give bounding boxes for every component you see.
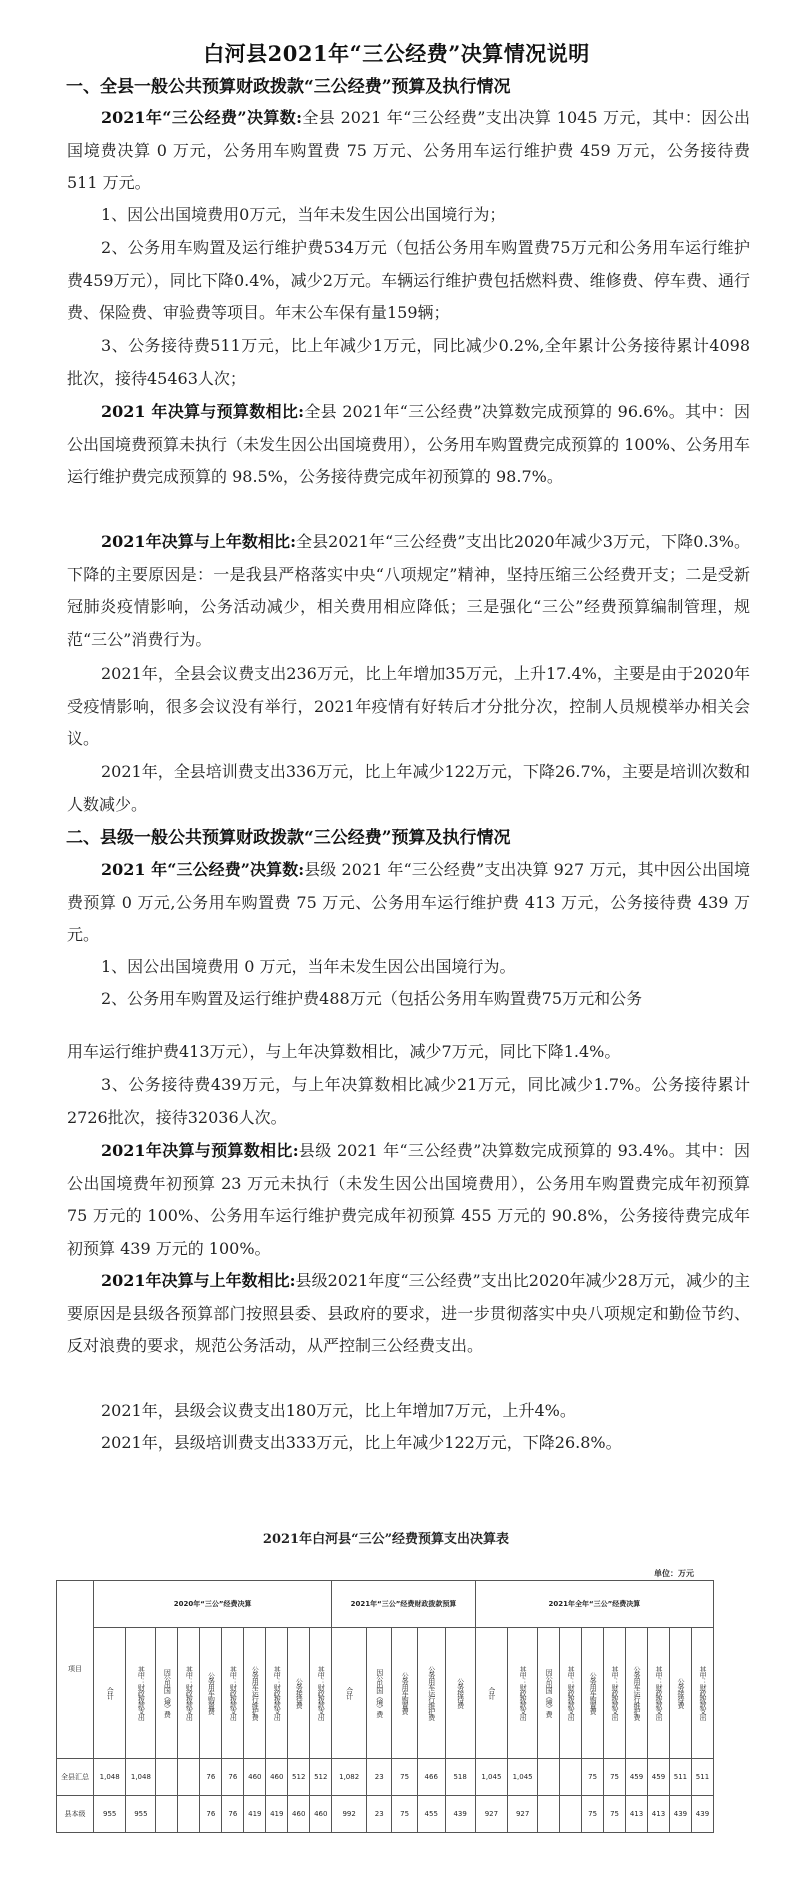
table-cell: 1,048 [126, 1759, 156, 1796]
section2-item3: 3、公务接待费439万元，与上年决算数相比减少21万元，同比减少1.7%。公务接待累计2726批次，接待32036人次。 [67, 1075, 750, 1127]
table-column-header [582, 1628, 604, 1759]
table-header-text: 公务用车购置费 [207, 1672, 216, 1714]
table-group-header: 2020年“三公”经费决算 [94, 1581, 332, 1628]
table-cell: 1,045 [475, 1759, 507, 1796]
table-cell: 511 [669, 1759, 691, 1796]
document-title: 白河县2021年“三公经费”决算情况说明 [203, 41, 590, 66]
table-header-text: 公务接待费 [676, 1678, 685, 1708]
table-column-header [560, 1628, 582, 1759]
table-column-header [604, 1628, 626, 1759]
table-cell: 76 [222, 1796, 244, 1833]
table-cell: 439 [445, 1796, 475, 1833]
section1-prior-year-compare-text: 全县2021年“三公经费”支出比2020年减少3万元，下降0.3%。下降的主要原因是：一是我县严格落实中央“八项规定”精神，坚持压缩三公经费开支；二是受新冠肺炎疫情影响，公务活动减少，相关费用相应降低；三是强化“三公”经费预算编制管理，规范“三公”消费行为。 [67, 532, 750, 649]
table-header-text: 其中：财政拨款支出 [317, 1666, 326, 1720]
section1-item2: 2、公务用车购置及运行维护费534万元（包括公务用车购置费75万元和公务用车运行维护费459万元），同比下降0.4%，减少2万元。车辆运行维护费包括燃料费、维修费、停车费、通行费、保险费、审验费等项目。年末公车保有量159辆； [67, 238, 750, 323]
section1-item3: 3、公务接待费511万元，比上年减少1万元，同比减少0.2%,全年累计公务接待累计4098批次，接待45463人次； [67, 336, 750, 388]
section1-summary-lead: 2021年“三公经费”决算数: [101, 108, 303, 127]
section2-item2a: 2、公务用车购置及运行维护费488万元（包括公务用车购置费75万元和公务 [101, 989, 643, 1008]
section2-heading: 二、县级一般公共预算财政拨款“三公经费”预算及执行情况 [66, 828, 511, 848]
section2-prior-year-compare [67, 1265, 750, 1363]
table-row-header: 项目 [57, 1581, 94, 1759]
budget-table-title: 2021年白河县“三公”经费预算支出决算表 [262, 1532, 510, 1547]
table-header-text: 其中：财政拨款支出 [185, 1666, 194, 1720]
table-cell: 75 [582, 1759, 604, 1796]
table-column-header [691, 1628, 713, 1759]
section2-budget-compare-lead: 2021年决算与预算数相比: [101, 1141, 299, 1160]
table-column-header [392, 1628, 417, 1759]
table-cell: 419 [266, 1796, 288, 1833]
table-cell: 75 [604, 1796, 626, 1833]
section2-summary [67, 854, 750, 952]
table-cell: 413 [626, 1796, 648, 1833]
section2-budget-compare-text: 县级 2021 年“三公经费”决算数完成预算的 93.4%。其中：因公出国境费年初预算 23 万元未执行（未发生因公出国境费用），公务用车购置费完成年初预算 75 万元的 100%、公务用车运行维护费完成年初预算 455 万元的 90.8%，公务接待费完成年初预算 439 万元的 100%。 [67, 1141, 750, 1258]
table-header-text: 因公出国（境）费 [163, 1669, 172, 1717]
table-cell: 460 [288, 1796, 310, 1833]
section2-summary-text: 县级 2021 年“三公经费”支出决算 927 万元，其中因公出国境费预算 0 万元,公务用车购置费 75 万元、公务用车运行维护费 413 万元，公务接待费 439 万元。 [67, 860, 750, 945]
section2-meeting-fees: 2021年，县级会议费支出180万元，比上年增加7万元，上升4%。 [101, 1401, 576, 1420]
table-column-header [366, 1628, 391, 1759]
table-cell: 459 [626, 1759, 648, 1796]
table-cell [156, 1796, 178, 1833]
table-cell: 466 [417, 1759, 445, 1796]
table-cell [560, 1796, 582, 1833]
table-column-header [266, 1628, 288, 1759]
budget-table-unit: 单位：万元 [654, 1569, 694, 1578]
table-cell: 992 [332, 1796, 367, 1833]
table-group-header-row [57, 1581, 714, 1628]
table-cell: 455 [417, 1796, 445, 1833]
section1-meeting-fees: 2021年，全县会议费支出236万元，比上年增加35万元，上升17.4%，主要是由于2020年受疫情影响，很多会议没有举行，2021年疫情有好转后才分批分次，控制人员规模举办相关会议。 [67, 664, 750, 749]
table-column-header [178, 1628, 200, 1759]
table-cell: 75 [392, 1796, 417, 1833]
table-cell [156, 1759, 178, 1796]
table-column-header [417, 1628, 445, 1759]
table-cell: 75 [392, 1759, 417, 1796]
table-cell: 511 [691, 1759, 713, 1796]
table-cell: 1,082 [332, 1759, 367, 1796]
table-header-text: 公务接待费 [456, 1678, 465, 1708]
table-row-label: 县本级 [57, 1796, 94, 1833]
table-column-header [288, 1628, 310, 1759]
table-cell: 23 [366, 1759, 391, 1796]
table-cell: 413 [648, 1796, 670, 1833]
section2-budget-compare [67, 1135, 750, 1265]
table-cell: 1,048 [94, 1759, 126, 1796]
table-cell: 419 [244, 1796, 266, 1833]
table-column-header [94, 1628, 126, 1759]
table-column-header [126, 1628, 156, 1759]
table-header-text: 公务用车运行维护费 [251, 1666, 260, 1720]
table-column-header [244, 1628, 266, 1759]
section1-prior-year-compare-lead: 2021年决算与上年数相比: [101, 532, 296, 551]
section2-training-fees: 2021年，县级培训费支出333万元，比上年减少122万元，下降26.8%。 [101, 1433, 622, 1452]
budget-table [56, 1580, 714, 1833]
table-cell: 23 [366, 1796, 391, 1833]
table-column-header [332, 1628, 367, 1759]
section1-budget-compare-lead: 2021 年决算与预算数相比: [101, 402, 305, 421]
table-header-text: 合计 [106, 1687, 115, 1699]
table-cell: 460 [266, 1759, 288, 1796]
table-group-header: 2021年全年“三公”经费决算 [475, 1581, 713, 1628]
table-column-header [156, 1628, 178, 1759]
table-column-header [445, 1628, 475, 1759]
table-column-header [508, 1628, 538, 1759]
table-header-text: 因公出国（境）费 [375, 1669, 384, 1717]
table-column-header [200, 1628, 222, 1759]
table-cell: 76 [222, 1759, 244, 1796]
table-cell: 76 [200, 1759, 222, 1796]
table-column-header [538, 1628, 560, 1759]
table-cell: 75 [604, 1759, 626, 1796]
section2-item2b: 用车运行维护费413万元），与上年决算数相比，减少7万元，同比下降1.4%。 [67, 1042, 621, 1061]
table-cell: 439 [669, 1796, 691, 1833]
table-header-text: 其中：财政拨款支出 [698, 1666, 707, 1720]
table-cell: 1,045 [508, 1759, 538, 1796]
section1-summary [67, 102, 750, 200]
table-cell: 518 [445, 1759, 475, 1796]
table-header-text: 其中：财政拨款支出 [567, 1666, 576, 1720]
table-header-text: 合计 [487, 1687, 496, 1699]
section1-training-fees: 2021年，全县培训费支出336万元，比上年减少122万元，下降26.7%，主要是培训次数和人数减少。 [67, 762, 750, 814]
table-column-header [648, 1628, 670, 1759]
table-cell [538, 1759, 560, 1796]
section1-heading: 一、全县一般公共预算财政拨款“三公经费”预算及执行情况 [66, 77, 511, 97]
section1-budget-compare-text: 全县 2021年“三公经费”决算数完成预算的 96.6%。其中：因公出国境费预算未执行（未发生因公出国境费用），公务用车购置费完成预算的 100%、公务用车运行维护费完成预算的 98.5%，公务接待费完成年初预算的 98.7%。 [67, 402, 750, 487]
table-header-text: 其中：财政拨款支出 [519, 1666, 528, 1720]
table-column-header [669, 1628, 691, 1759]
table-header-text: 公务接待费 [295, 1678, 304, 1708]
table-cell [178, 1759, 200, 1796]
table-cell: 927 [475, 1796, 507, 1833]
section1-prior-year-compare [67, 526, 750, 656]
table-header-text: 公务用车运行维护费 [633, 1666, 642, 1720]
table-column-header [475, 1628, 507, 1759]
table-group-header: 2021年“三公”经费财政拨款预算 [332, 1581, 475, 1628]
section1-item1: 1、因公出国境费用0万元，当年未发生因公出国境行为； [101, 205, 506, 224]
table-header-text: 其中：财政拨款支出 [273, 1666, 282, 1720]
table-cell: 460 [310, 1796, 332, 1833]
table-row [57, 1759, 714, 1796]
table-row [57, 1796, 714, 1833]
section1-budget-compare [67, 396, 750, 494]
table-header-text: 其中：财政拨款支出 [137, 1666, 146, 1720]
table-cell: 439 [691, 1796, 713, 1833]
table-column-header [310, 1628, 332, 1759]
table-cell [560, 1759, 582, 1796]
table-header-text: 公务用车运行维护费 [427, 1666, 436, 1720]
table-cell: 460 [244, 1759, 266, 1796]
section2-summary-lead: 2021 年“三公经费”决算数: [101, 860, 305, 879]
section2-item1: 1、因公出国境费用 0 万元，当年未发生因公出国境行为。 [101, 957, 516, 976]
table-header-text: 其中：财政拨款支出 [654, 1666, 663, 1720]
table-header-text: 公务用车购置费 [401, 1672, 410, 1714]
table-cell: 955 [126, 1796, 156, 1833]
table-header-text: 其中：财政拨款支出 [611, 1666, 620, 1720]
table-cell: 512 [288, 1759, 310, 1796]
table-cell: 955 [94, 1796, 126, 1833]
table-cell [178, 1796, 200, 1833]
table-column-header [222, 1628, 244, 1759]
table-row-label: 全县汇总 [57, 1759, 94, 1796]
table-cell [538, 1796, 560, 1833]
table-cell: 512 [310, 1759, 332, 1796]
table-header-text: 公务用车购置费 [589, 1672, 598, 1714]
table-column-header [626, 1628, 648, 1759]
table-header-text: 因公出国（境）费 [545, 1669, 554, 1717]
budget-table-figure [56, 1508, 716, 1884]
table-cell: 75 [582, 1796, 604, 1833]
table-column-header-row [57, 1628, 714, 1759]
table-cell: 927 [508, 1796, 538, 1833]
table-header-text: 合计 [345, 1687, 354, 1699]
section2-prior-year-compare-text: 县级2021年度“三公经费”支出比2020年减少28万元，减少的主要原因是县级各预算部门按照县委、县政府的要求，进一步贯彻落实中央八项规定和勤俭节约、反对浪费的要求，规范公务活动，从严控制三公经费支出。 [67, 1271, 750, 1356]
table-cell: 76 [200, 1796, 222, 1833]
table-cell: 459 [648, 1759, 670, 1796]
table-header-text: 其中：财政拨款支出 [229, 1666, 238, 1720]
section1-summary-text: 全县 2021 年“三公经费”支出决算 1045 万元，其中：因公出国境费决算 0 万元，公务用车购置费 75 万元、公务用车运行维护费 459 万元，公务接待费 511 万元。 [67, 108, 750, 193]
section2-prior-year-compare-lead: 2021年决算与上年数相比: [101, 1271, 296, 1290]
